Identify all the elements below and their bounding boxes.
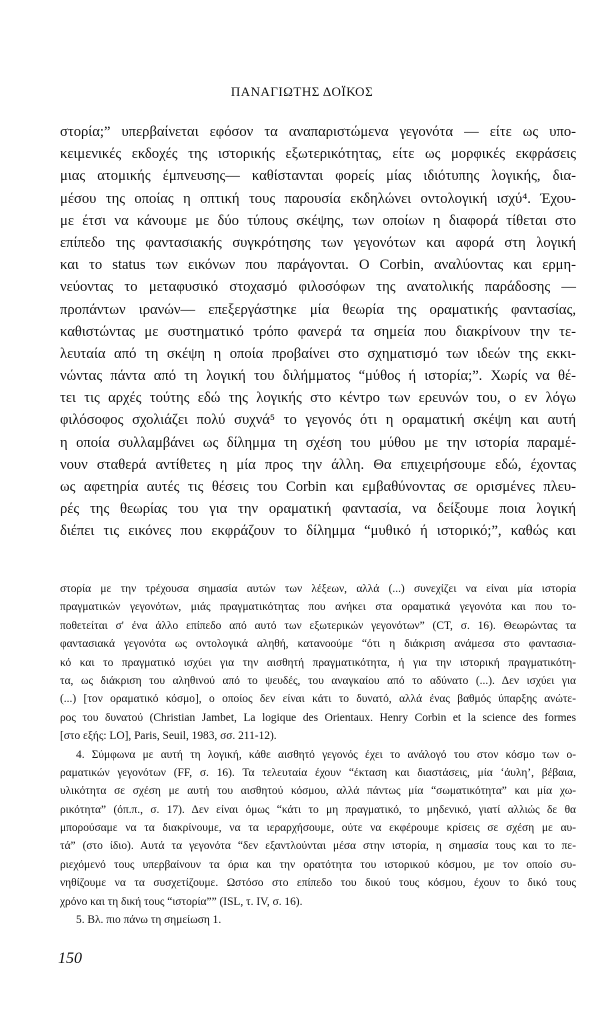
footnote-4-line: χρόνο και τη δική τους “ιστορία”” (ISL, τ. IV, σ. 16). [60,895,303,908]
body-line: με έτσι να κάνουμε με δύο τύπους σκέψης, των οποίων η διαφορά τίθεται στο [60,212,576,229]
body-line: διέπει τις εικόνες που εκφράζουν το δίλημμα “μυθικό ή ιστορικό;”, καθώς και [60,523,576,540]
footnote-line: ρος του δυνατού (Christian Jambet, La logique des Orientaux. Henry Corbin et la science des formes [60,711,576,724]
footnote-4-line: νηθίζουμε να τα συσχετίζουμε. Ωστόσο στο επίπεδο του δικού τους κόσμου, έχουν το δικό τους [60,877,576,890]
footnote-line: κό και το πραγματικό ισχύει για την αισθητή πραγματικότητα, ή για την ιστορική πραγματικότη- [60,656,576,669]
footnote-line: ποθετείται σ' ένα άλλο επίπεδο από αυτό των εξωτερικών γεγονότων” (CT, σ. 16). Θεωρώντας τα [60,619,576,632]
body-line: ρές της θεωρίας του για την οραματική φαντασία, να δείξουμε ποια λογική [60,501,576,518]
footnote-4-line: μπορούσαμε να τα διακρίνουμε, να τα ιεραρχήσουμε, ούτε να εκφέρουμε κρίσεις σε σχέση με αυ- [60,822,576,835]
body-line: ως αφετηρία αυτές τις θέσεις του Corbin και εμβαθύνοντας σε ορισμένες πλευ- [60,479,576,495]
footnote-line: τα, ως διάκριση του αληθινού από το ψευδές, του αναγκαίου από το αδύνατο (...). Δεν ισχύει για [60,674,576,687]
body-line: νεύοντας το μεταφυσικό στοχασμό φιλοσόφων της ανατολικής παράδοσης — [60,279,576,296]
footnote-line: [στο εξής: LO], Paris, Seuil, 1983, σσ. 211-12). [60,730,277,743]
body-line: τει τις αρχές τούτης εδώ της λογικής στο κέντρο των ερευνών του, ο εν λόγω [60,390,576,407]
body-line: η οποία συλλαμβάνει ως δίλημμα τη σχέση του μύθου με την ιστορία παραμέ- [60,434,576,451]
footnote-4-line: ραματικών γεγονότων (FF, σ. 16). Τα τελευταία έχουν “έκταση και διαστάσεις, μία ‘άυλη’, βέβαια, [60,766,576,779]
footnote-line: φαντασιακά γεγονότα ως οντολογικά αληθή, κατανοούμε “ότι η διάκριση ανάμεσα στο φαντασια- [60,638,576,651]
footnote-line: στορία με την τρέχουσα σημασία αυτών των λέξεων, αλλά (...) συνεχίζει να είναι μία ιστορία [60,583,576,595]
body-line: και το status των εικόνων που παράγονται. Ο Corbin, αναλύοντας και ερμη- [60,257,576,274]
body-line: κειμενικές εκδοχές της ιστορικής εξωτερικότητας, είτε ως μορφικές εκφράσεις [60,146,576,163]
body-text [60,121,576,543]
footnote-5-line: 5. Βλ. πιο πάνω τη σημείωση 1. [76,914,222,927]
body-line: προπάντων ιρανών— επεξεργάστηκε μία θεωρία της οραματικής φαντασίας, [60,301,576,318]
footnote-4-line: ρικότητα” (όπ.π., σ. 17). Δεν είναι όμως “κάτι το μη πραγματικό, το μηδενικό, γιατί αλλιώς δε θα [60,803,576,816]
footnote-line: πραγματικών γεγονότων, μιάς πραγματικότητας που ανήκει στα οραματικά γεγονότα και που το- [60,601,576,614]
body-line: φιλόσοφος σχολιάζει πολύ συχνά⁵ το γεγονός ότι η οραματική σκέψη και αυτή [60,412,576,429]
footnotes [60,580,576,929]
body-line: καθιστώντας με συστηματικό τρόπο φανερά τα σημεία που διακρίνουν την τε- [60,323,576,340]
body-line: λευταία από τη σκέψη η οποία προβαίνει στο σχηματισμό των ιδεών της εκκι- [60,345,576,362]
footnote-4-line: τά” (στο ίδιο). Αυτά τα γεγονότα “δεν εξαντλούνται μέσα στην ιστορία, η σημασία τους και το πε- [60,840,576,853]
footnote-4-line: υλικότητα σε σχέση με αυτή του αισθητού κόσμου, αλλά πάντως μία “σωματικότητα” και μία χω- [60,785,576,798]
body-line: μιας ατομικής έμπνευσης— καθίστανται φορείς μίας ιδιότυπης λογικής, δια- [60,168,576,185]
body-line: νώντας πάντα από τη λογική του διλήμματος “μύθος ή ιστορία;”. Χωρίς να θέ- [60,368,576,385]
footnote-line: (...) [τον οραματικό κόσμο], ο οποίος δεν είναι κάτι το δυνατό, αλλά ένας βαθμός ύπαρξης ανώτε- [60,693,576,706]
body-line: επίπεδο της φαντασιακής συγκρότησης των γεγονότων και αφορά στη λογική [60,234,576,251]
footnote-4-line: ριεχόμενό τους υπερβαίνουν τα όρια και την ορατότητα του ιστορικού κόσμου, με τον οποίο συ- [60,858,576,871]
page-number: 150 [58,950,82,967]
body-line: νουν σταθερά αντίθετες η μία προς την άλλη. Θα επιχειρήσουμε εδώ, έχοντας [60,456,576,473]
body-line: στορία;” υπερβαίνεται εφόσον τα αναπαριστώμενα γεγονότα — είτε ως υπο- [60,124,576,140]
footnote-4-line: 4. Σύμφωνα με αυτή τη λογική, κάθε αισθητό γεγονός έχει το ανάλογό του στον κόσμο των ο- [76,748,576,761]
running-head: ΠΑΝΑΓΙΩΤΗΣ ΔΟΪΚΟΣ [230,84,374,99]
body-line: μέσου της οποίας η οπτική τους παρουσία εκδηλώνει οντολογική ισχύ⁴. Έχου- [60,190,576,207]
